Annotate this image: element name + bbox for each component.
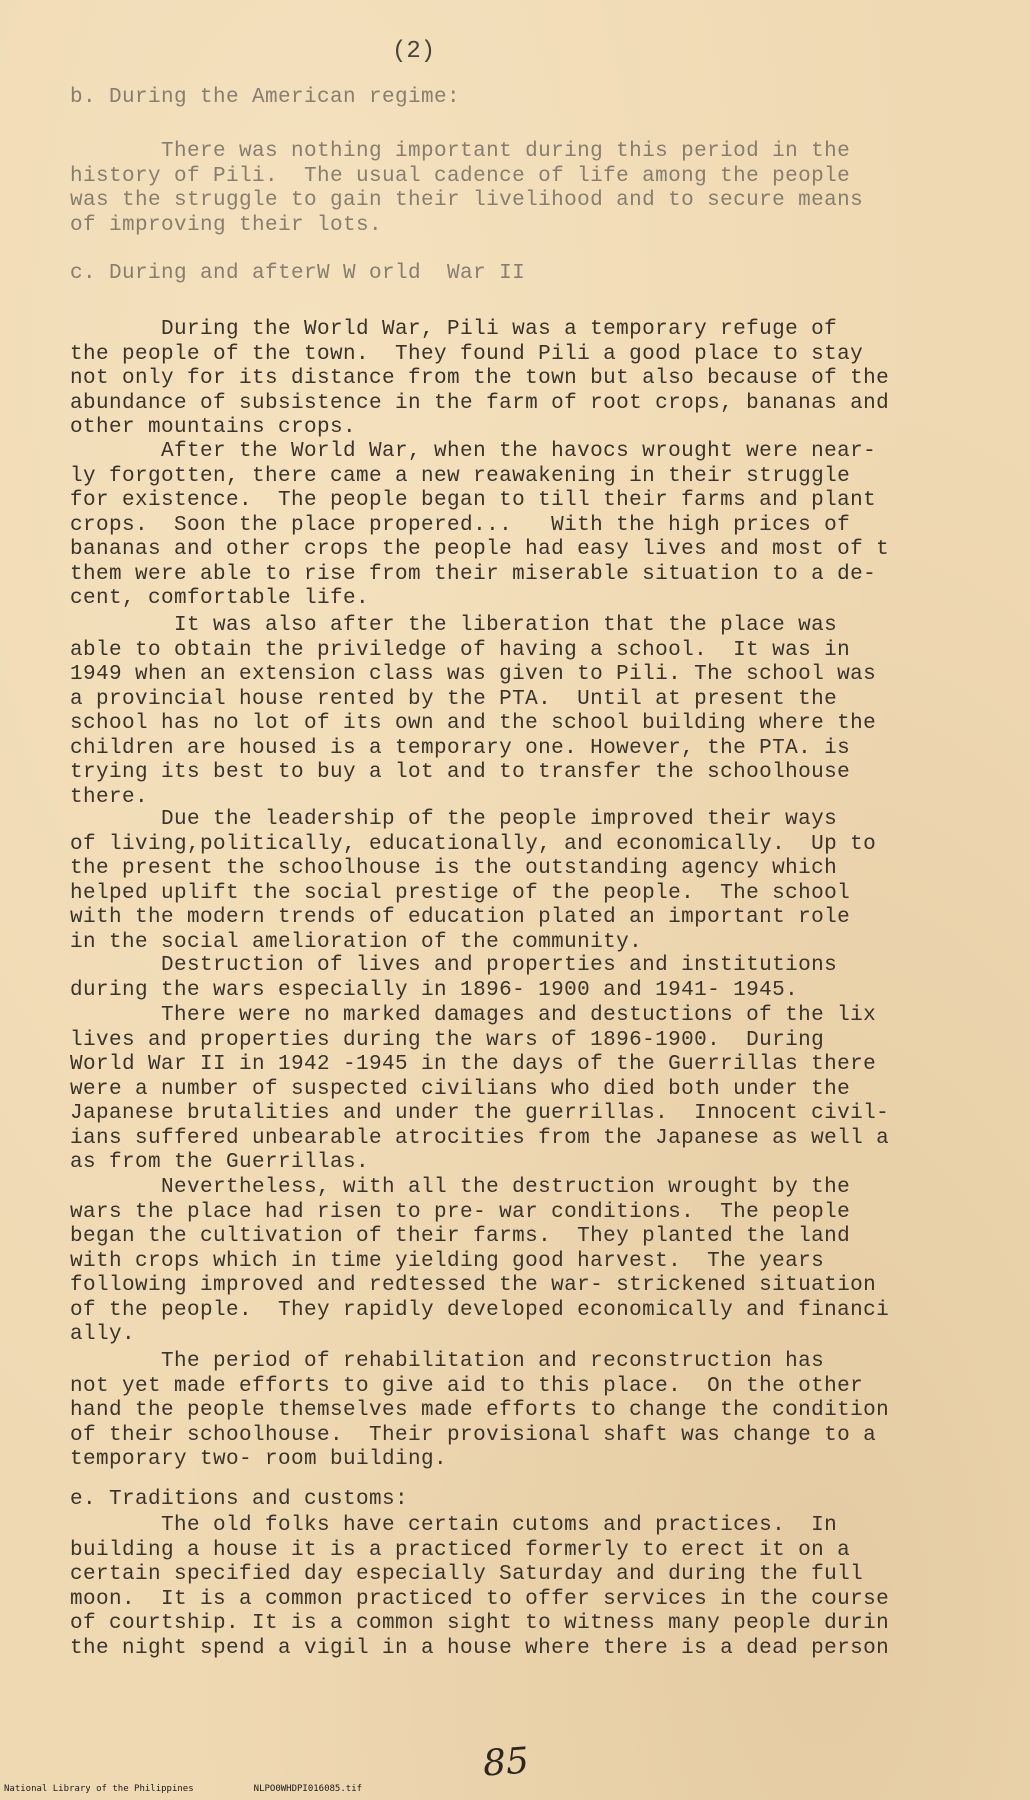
scan-footer <box>4 1784 362 1794</box>
section-b-paragraph: There was nothing important during this period in the history of Pili. The usual cadence of life among the people was the struggle to gain their livelihood and to secure means of improving their lots. <box>70 140 864 237</box>
section-c-paragraph-1: During the World War, Pili was a temporary refuge of the people of the town. They found Pili a good place to stay not only for its distance from the town but also because of the abundance of subsistence in the farm of root crops, bananas and other mountains crops. <box>70 318 890 439</box>
section-c-paragraph-2: After the World War, when the havocs wrought were near- ly forgotten, there came a new reawakening in their struggle for existence. The people began to till their farms and plant crops. Soon the place propered... With the high prices of bananas and other crops the people had easy lives and most of t them were able to rise from their miserable situation to a de- cent, comfortable life. <box>70 440 890 610</box>
section-c-paragraph-4: Due the leadership of the people improved their ways of living,politically, educationally, and economically. Up to the present the schoolhouse is the outstanding agency which helped uplift the social prestige of the people. The school with the modern trends of education plated an important role in the social amelioration of the community. <box>70 808 877 954</box>
section-b-heading: b. During the American regime: <box>70 86 461 109</box>
section-e-paragraph: The old folks have certain cutoms and practices. In building a house it is a practiced formerly to erect it on a certain specified day especially Saturday and during the full moon. It is a common practiced to offer services in the course of courtship. It is a common sight to witness many people durin the night spend a vigil in a house where there is a dead person <box>70 1514 890 1660</box>
section-d-paragraph-1: There were no marked damages and destuctions of the lix lives and properties during the wars of 1896-1900. During World War II in 1942 -1945 in the days of the Guerrillas there were a number of suspected civilians who died both under the Japanese brutalities and under the guerrillas. Innocent civil- ians suffered unbearable atrocities from the Japanese as well a as from the Guerrillas. <box>70 1004 890 1174</box>
section-d-paragraph-2: Nevertheless, with all the destruction wrought by the wars the place had risen to pre- war conditions. The people began the cultivation of their farms. They planted the land with crops which in time yielding good harvest. The years following improved and redtessed the war- strickened situation of the people. They rapidly developed economically and financi ally. <box>70 1176 890 1346</box>
footer-library: National Library of the Philippines <box>4 1784 194 1794</box>
section-c-paragraph-3: It was also after the liberation that the place was able to obtain the priviledge of having a school. It was in 1949 when an extension class was given to Pili. The school was a provincial house rented by the PTA. Until at present the school has no lot of its own and the school building where the children are housed is a temporary one. However, the PTA. is trying its best to buy a lot and to transfer the schoolhouse there. <box>70 614 877 809</box>
handwritten-page-note: 85 <box>481 1740 531 1785</box>
section-d-paragraph-3: The period of rehabilitation and reconstruction has not yet made efforts to give aid to this place. On the other hand the people themselves made efforts to change the condition of their schoolhouse. Their provisional shaft was change to a temporary two- room building. <box>70 1350 890 1471</box>
section-c-heading: c. During and afterW W orld War II <box>70 262 526 285</box>
section-d-title: Destruction of lives and properties and institutions during the wars especially in 1896- 1900 and 1941- 1945. <box>70 954 838 1002</box>
footer-file: NLPO0WHDPI016085.tif <box>253 1784 363 1794</box>
page-number: (2) <box>392 38 436 65</box>
section-e-heading: e. Traditions and customs: <box>70 1488 409 1511</box>
